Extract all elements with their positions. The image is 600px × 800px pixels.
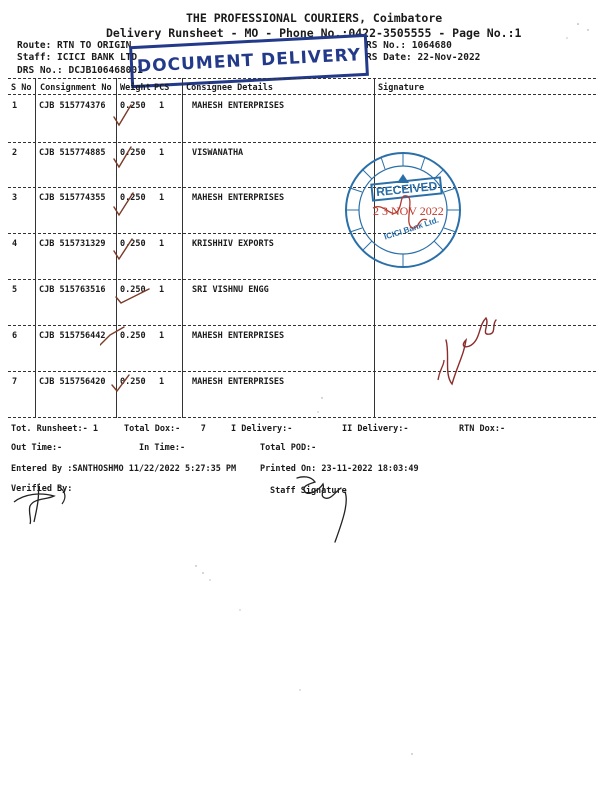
col-sno: S No [11, 83, 32, 93]
row-divider [8, 142, 596, 143]
ii-delivery: II Delivery:- [342, 424, 409, 434]
row-pcs: 1 [159, 331, 165, 341]
i-delivery: I Delivery:- [231, 424, 293, 434]
row-sno: 4 [12, 239, 18, 249]
row-weight: 0.250 [120, 193, 146, 203]
row-consignment: CJB 515756420 [39, 377, 106, 387]
total-pod: Total POD:- [260, 443, 317, 453]
printed-on: Printed On: 23-11-2022 18:03:49 [260, 464, 419, 474]
row-weight: 0.250 [120, 285, 146, 295]
col-weight: Weight [120, 83, 151, 93]
row-consignee: MAHESH ENTERPRISES [192, 331, 285, 341]
received-label: RECEIVED [370, 176, 443, 201]
route-label: Route: RTN TO ORIGIN [17, 40, 132, 51]
in-time: In Time:- [139, 443, 186, 453]
check-mark-icon [112, 375, 129, 391]
row-consignment: CJB 515763516 [39, 285, 106, 295]
check-mark-icon [114, 239, 132, 259]
total-runsheet: Tot. Runsheet:- 1 [11, 424, 98, 434]
row-divider [8, 233, 596, 234]
company-title: THE PROFESSIONAL COURIERS, Coimbatore [186, 11, 443, 25]
total-dox: Total Dox:- 7 [124, 424, 206, 434]
row-consignee: VISWANATHA [192, 148, 244, 158]
col-signature: Signature [378, 83, 425, 93]
row-pcs: 1 [159, 285, 165, 295]
row-pcs: 1 [159, 239, 165, 249]
col-consignment: Consignment No [40, 83, 112, 93]
col-consignee: Consignee Details [186, 83, 273, 93]
row-divider [8, 187, 596, 188]
row-pcs: 1 [159, 377, 165, 387]
row-consignee: MAHESH ENTERPRISES [192, 101, 285, 111]
row-pcs: 1 [159, 148, 165, 158]
entered-by: Entered By :SANTHOSHMO 11/22/2022 5:27:35 PM [11, 464, 237, 474]
check-mark-icon [100, 327, 124, 351]
runsheet-subtitle: Delivery Runsheet - MO - Phone No.:0422-3505555 - Page No.:1 [106, 26, 522, 40]
row-divider [8, 279, 596, 280]
row-consignment: CJB 515731329 [39, 239, 106, 249]
row-pcs: 1 [159, 193, 165, 203]
row-weight: 0.250 [120, 239, 146, 249]
row-sno: 1 [12, 101, 18, 111]
row-consignment: CJB 515756442 [39, 331, 106, 341]
col-divider-1 [35, 78, 36, 418]
table-bottom-divider [8, 417, 596, 418]
header-divider-top [8, 78, 596, 79]
row-sno: 3 [12, 193, 18, 203]
check-mark-icon [116, 289, 149, 303]
row-sno: 2 [12, 148, 18, 158]
row-consignment: CJB 515774355 [39, 193, 106, 203]
out-time: Out Time:- [11, 443, 63, 453]
row-sno: 5 [12, 285, 18, 295]
staff-signature-mark-icon [285, 470, 375, 550]
check-marks [100, 95, 160, 395]
rs-date: RS Date: 22-Nov-2022 [366, 52, 481, 63]
verified-by: Verified By: [11, 484, 73, 494]
row-weight: 0.250 [120, 377, 146, 387]
row-consignee: MAHESH ENTERPRISES [192, 377, 285, 387]
rtn-dox: RTN Dox:- [459, 424, 506, 434]
row-divider [8, 325, 596, 326]
staff-signature: Staff Signature [270, 486, 347, 496]
check-mark-icon [114, 105, 131, 125]
verifier-signature-icon [8, 476, 78, 526]
row-consignment: CJB 515774885 [39, 148, 106, 158]
received-stamp [343, 150, 463, 270]
row-weight: 0.250 [120, 148, 146, 158]
stamp-signature-icon [343, 150, 463, 270]
row-weight: 0.250 [120, 101, 146, 111]
received-org: ICICI Bank Ltd. [383, 215, 440, 242]
check-mark-icon [114, 193, 133, 215]
row-pcs: 1 [159, 101, 165, 111]
row-consignee: SRI VISHNU ENGG [192, 285, 269, 295]
col-divider-3 [182, 78, 183, 418]
row-sno: 6 [12, 331, 18, 341]
staff-label: Staff: ICICI BANK LTD [17, 52, 138, 63]
rs-number: RS No.: 1064680 [366, 40, 452, 51]
row-consignee: MAHESH ENTERPRISES [192, 193, 285, 203]
row-consignment: CJB 515774376 [39, 101, 106, 111]
drs-number: DRS No.: DCJB106468001 [17, 65, 143, 76]
header-divider-bottom [8, 94, 596, 95]
document-delivery-stamp: DOCUMENT DELIVERY [129, 34, 369, 88]
recipient-signature-icon [428, 310, 498, 390]
row-sno: 7 [12, 377, 18, 387]
received-date: 2 3 NOV 2022 [373, 204, 444, 218]
row-weight: 0.250 [120, 331, 146, 341]
row-consignee: KRISHHIV EXPORTS [192, 239, 274, 249]
row-divider [8, 371, 596, 372]
col-pcs: PCS [154, 83, 170, 93]
check-mark-icon [114, 147, 131, 167]
